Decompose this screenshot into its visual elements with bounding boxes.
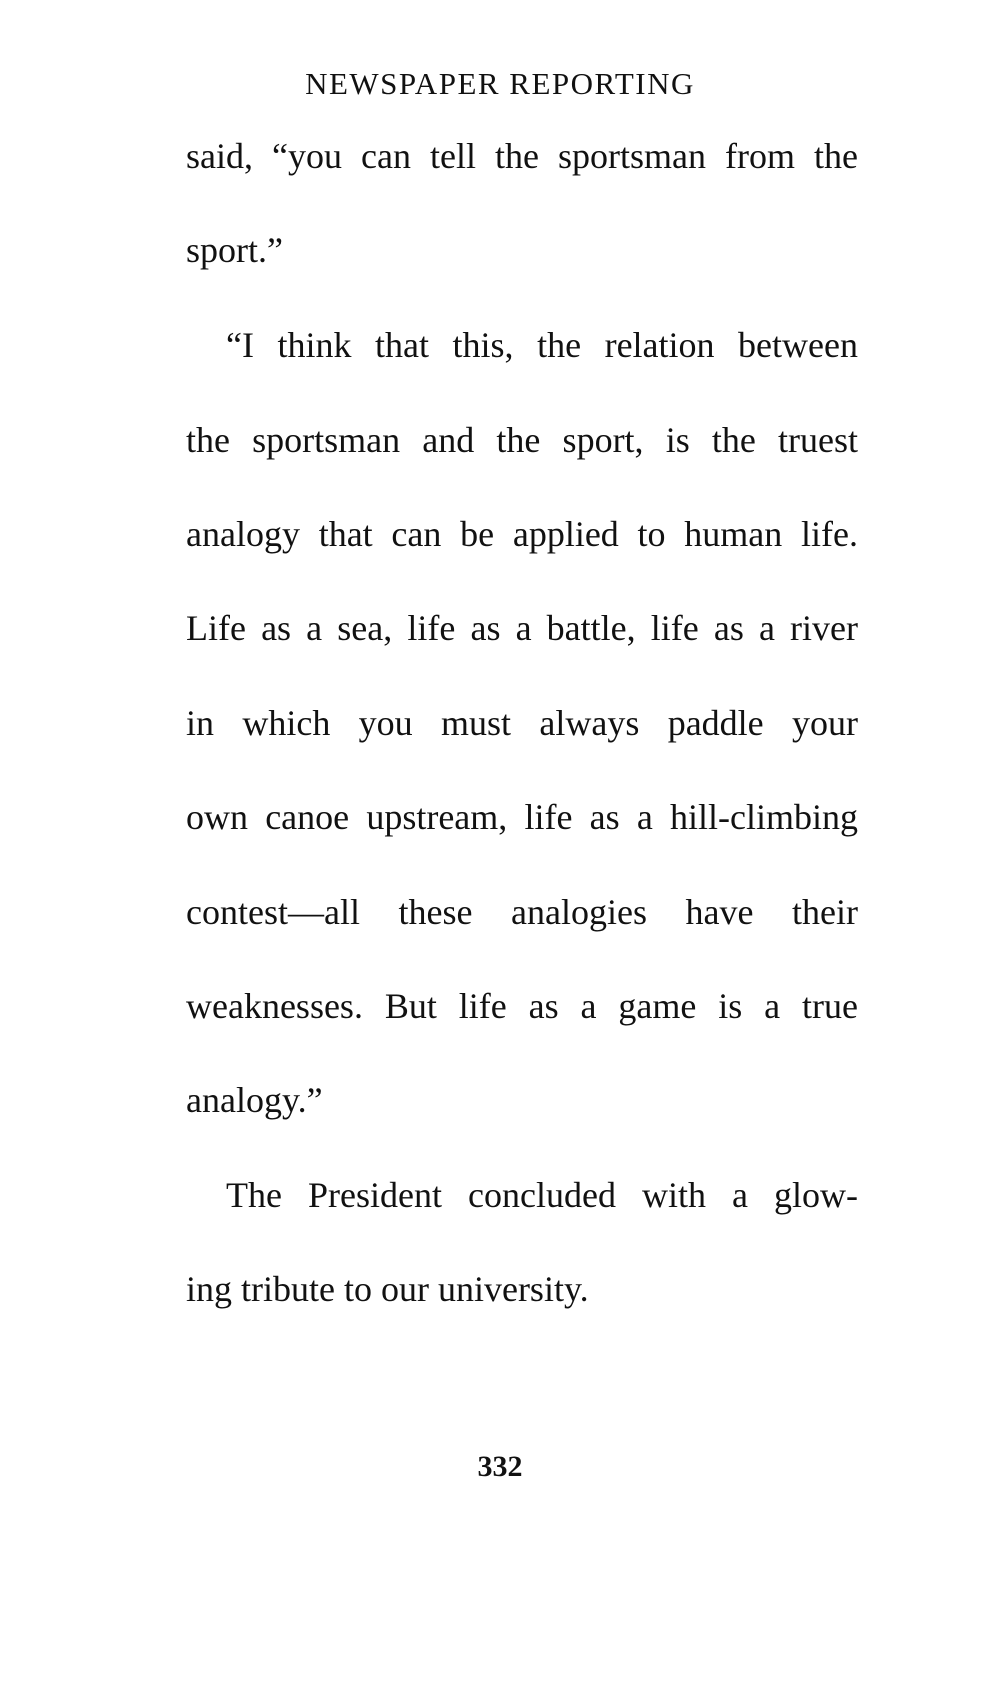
text-line: ing tribute to our university. — [186, 1269, 589, 1309]
text-line: the sportsman and the sport, is the truest — [186, 420, 858, 460]
text-line: in which you must always paddle your — [186, 703, 858, 743]
text-line: weaknesses. But life as a game is a true — [186, 986, 858, 1026]
text-line: contest—all these analogies have their — [186, 892, 858, 932]
text-line: Life as a sea, life as a battle, life as a river — [186, 608, 858, 648]
text-line: said, “you can tell the sportsman from the — [186, 136, 858, 176]
text-line: sport.” — [186, 230, 283, 270]
text-line: own canoe upstream, life as a hill-climbing — [186, 797, 858, 837]
page-number: 332 — [477, 1450, 523, 1483]
text-line: The President concluded with a glow- — [226, 1175, 858, 1215]
running-head: NEWSPAPER REPORTING — [305, 66, 695, 101]
text-line: “I think that this, the relation between — [226, 325, 858, 365]
text-line: analogy that can be applied to human life. — [186, 514, 858, 554]
text-line: analogy.” — [186, 1080, 323, 1120]
